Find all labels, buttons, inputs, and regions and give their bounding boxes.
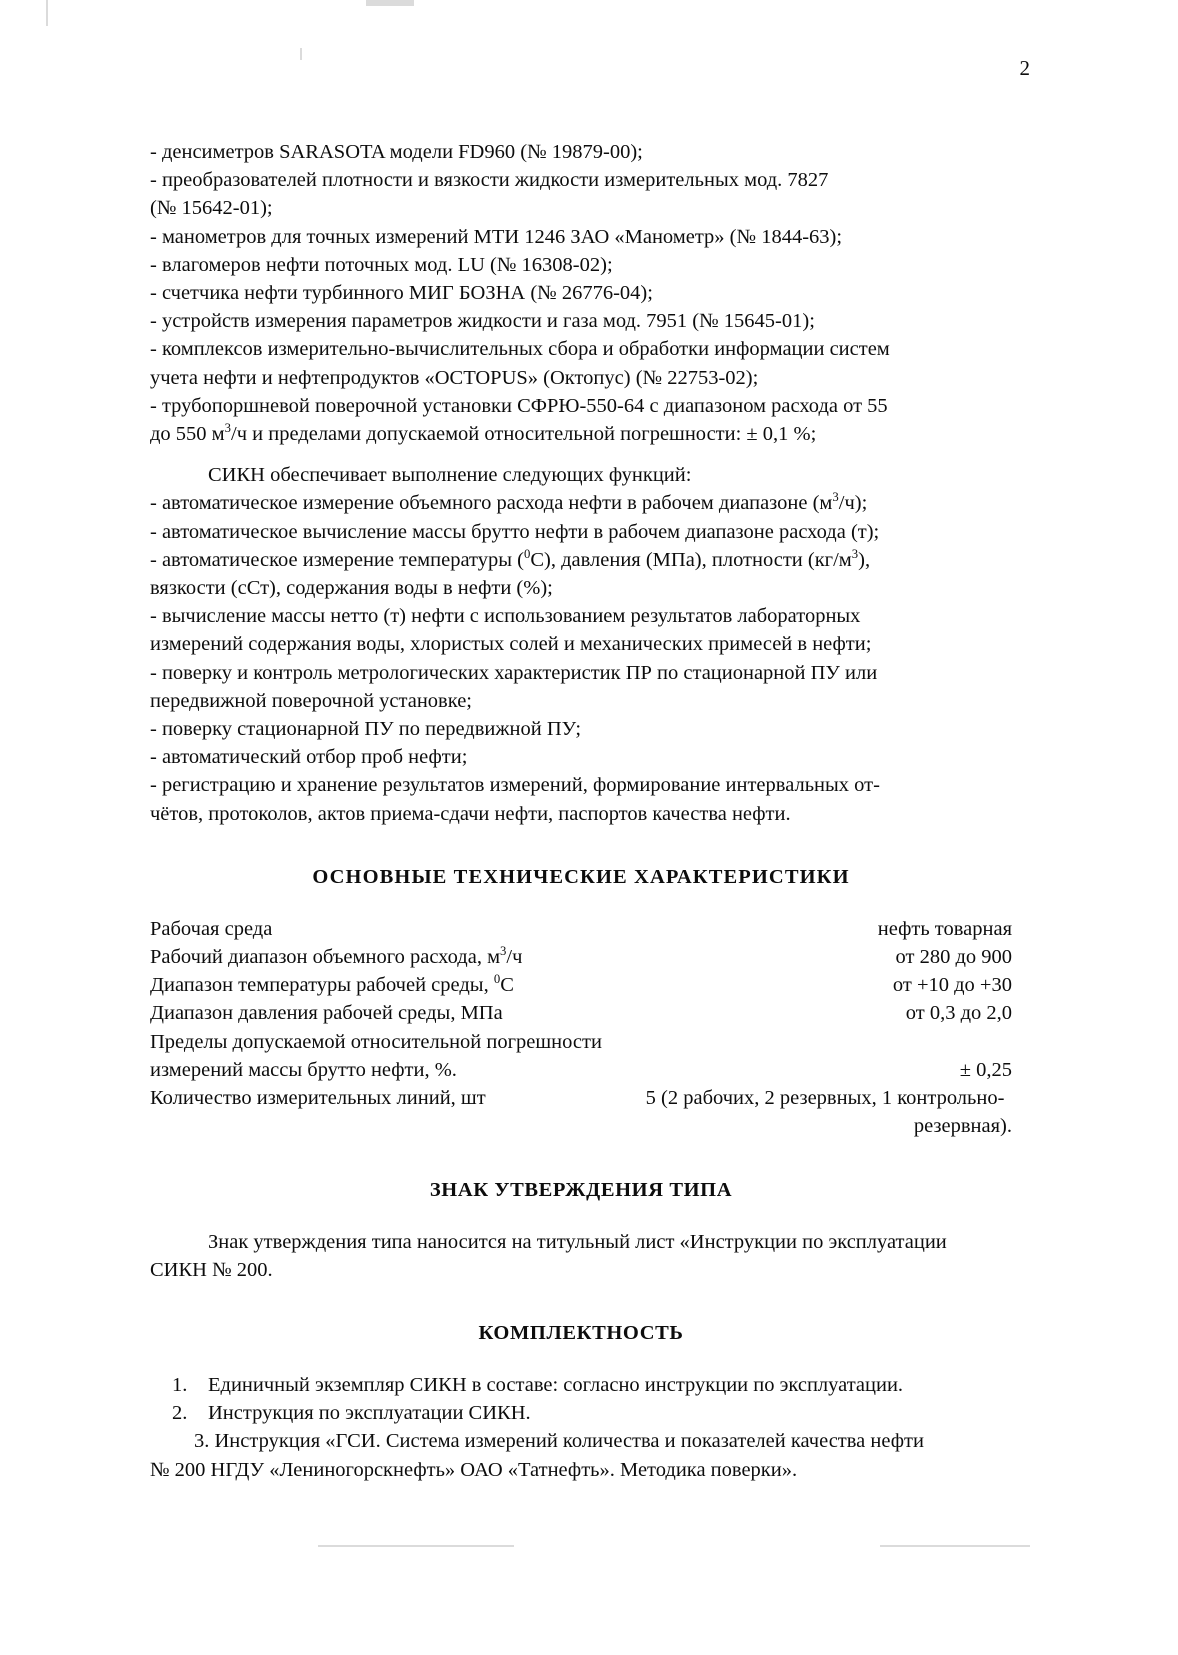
table-row (150, 1112, 1012, 1140)
scan-artifact-top-left (46, 0, 48, 26)
table-row (150, 915, 1012, 943)
equipment-line-complexes: - комплексов измерительно-вычислительных сбора и обработки информации систем (150, 338, 890, 361)
spec-superscript: 0 (493, 972, 501, 987)
list-item-number: 1. (172, 1373, 188, 1396)
equipment-line-piston-unit-cont (150, 420, 1012, 448)
spec-value-tolerance-empty (620, 1028, 1012, 1056)
function-item-verification-cont: передвижной поверочной установке; (150, 689, 472, 712)
spec-value-temperature-range: от +10 до +30 (892, 974, 1012, 997)
scan-artifact-bottom-right (880, 1545, 1030, 1547)
spec-label-measuring-lines: Количество измерительных линий, шт (150, 1087, 486, 1110)
equipment-line-piston-unit: - трубопоршневой поверочной установки СФРЮ-550-64 с диапазоном расхода от 55 (150, 394, 888, 417)
table-row (150, 1056, 1012, 1084)
spec-label-medium-a: Рабочая среда (150, 917, 273, 940)
spec-value-flow-range: от 280 до 900 (895, 946, 1012, 969)
function-item-verification: - поверку и контроль метрологических характеристик ПР по стационарной ПУ или (150, 661, 878, 684)
table-row (150, 1084, 1012, 1112)
degree-superscript: 0 (523, 547, 531, 562)
completeness-item-3-cont: № 200 НГДУ «Лениногорскнефть» ОАО «Татнефть». Методика поверки». (150, 1458, 798, 1481)
function-item-temperature (150, 546, 1012, 574)
completeness-list (150, 1371, 1012, 1456)
spec-superscript: 3 (500, 944, 507, 959)
function-item-registration-cont: чётов, протоколов, актов приема-сдачи нефти, паспортов качества нефти. (150, 802, 791, 825)
cubic-meter-superscript: 3 (832, 490, 839, 505)
spec-label-temperature-range-b: С (500, 974, 514, 997)
list-item-text: Инструкция «ГСИ. Система измерений количества и показателей качества нефти (214, 1430, 924, 1453)
function-item-net-mass-cont: измерений содержания воды, хлористых солей и механических примесей в нефти; (150, 633, 872, 656)
scan-artifact-top-mid (366, 0, 414, 6)
functions-intro: СИКН обеспечивает выполнение следующих функций: (208, 464, 692, 487)
page-number: 2 (1019, 56, 1030, 80)
function-item-sampling: - автоматический отбор проб нефти; (150, 746, 468, 769)
function-item-stationary-pu: - поверку стационарной ПУ по передвижной ПУ; (150, 718, 582, 741)
spec-label-tolerance-line1: Пределы допускаемой относительной погрешности (150, 1030, 602, 1053)
list-item (150, 1371, 1012, 1399)
table-row (150, 971, 1012, 999)
spec-value-pressure-range: от 0,3 до 2,0 (905, 1002, 1012, 1025)
spec-label-medium (150, 915, 620, 943)
spec-label-flow-range-b: /ч (506, 946, 523, 969)
function-item-temperature-cont: вязкости (сСт), содержания воды в нефти (%); (150, 577, 553, 600)
document-body (150, 138, 1012, 1484)
function-item-net-mass: - вычисление массы нетто (т) нефти с использованием результатов лабораторных (150, 605, 861, 628)
equipment-line-manometer: - манометров для точных измерений МТИ 1246 ЗАО «Манометр» (№ 1844-63); (150, 225, 843, 248)
list-item-text: Единичный экземпляр СИКН в составе: согласно инструкции по эксплуатации. (208, 1373, 904, 1396)
list-item (150, 1399, 1012, 1427)
type-approval-heading: ЗНАК УТВЕРЖДЕНИЯ ТИПА (429, 1178, 733, 1201)
equipment-line-density-converter-cont: (№ 15642-01); (150, 197, 273, 220)
spec-label-flow-range-a: Рабочий диапазон объемного расхода, м (150, 946, 501, 969)
spec-label-pressure-range-a: Диапазон давления рабочей среды, МПа (150, 1002, 503, 1025)
specs-table (150, 915, 1012, 1141)
function-temperature-b: С), давления (МПа), плотности (кг/м (530, 548, 852, 571)
list-item-text: Инструкция по эксплуатации СИКН. (208, 1402, 531, 1425)
spec-value-tolerance: ± 0,25 (959, 1058, 1012, 1081)
list-item-number: 2. (172, 1402, 188, 1425)
spec-label-temperature-range-a: Диапазон температуры рабочей среды, (150, 974, 494, 997)
spec-value-measuring-lines: 5 (2 рабочих, 2 резервных, 1 контрольно- (645, 1087, 1005, 1110)
equipment-line-octopus: учета нефти и нефтепродуктов «OCTOPUS» (Октопус) (№ 22753-02); (150, 366, 759, 389)
table-row (150, 999, 1012, 1027)
spec-label-temperature-range (150, 971, 620, 999)
table-row (150, 1028, 1012, 1056)
functions-list (150, 461, 1012, 828)
function-item-gross-mass: - автоматическое вычисление массы брутто нефти в рабочем диапазоне расхода (т); (150, 520, 880, 543)
cubic-meter-superscript: 3 (224, 421, 232, 436)
spec-value-medium: нефть товарная (877, 917, 1012, 940)
table-row (150, 943, 1012, 971)
equipment-list (150, 138, 1012, 448)
spec-label-flow-range (150, 943, 620, 971)
piston-unit-text-a: до 550 м (150, 423, 225, 446)
scan-artifact-left-edge (300, 48, 302, 60)
completeness-heading: КОМПЛЕКТНОСТЬ (478, 1321, 684, 1344)
list-item (150, 1427, 1012, 1455)
function-item-registration: - регистрацию и хранение результатов измерений, формирование интервальных от- (150, 774, 880, 797)
spec-label-pressure-range (150, 999, 620, 1027)
function-volume-flow-a: - автоматическое измерение объемного расхода нефти в рабочем диапазоне (м (150, 492, 833, 515)
equipment-line-turbine-counter: - счетчика нефти турбинного МИГ БОЗНА (№ 26776-04); (150, 282, 653, 305)
spec-label-tolerance-line2: измерений массы брутто нефти, %. (150, 1058, 457, 1081)
function-temperature-c: ), (858, 548, 871, 571)
function-item-volume-flow (150, 489, 1012, 517)
type-approval-text-cont: СИКН № 200. (150, 1258, 273, 1281)
function-volume-flow-b: /ч); (838, 492, 868, 515)
piston-unit-text-b: /ч и пределами допускаемой относительной погрешности: ± 0,1 %; (231, 423, 817, 446)
scan-artifact-bottom-left (318, 1545, 514, 1547)
equipment-line-densimeter: - денсиметров SARASOTA модели FD960 (№ 19879-00); (150, 141, 643, 163)
type-approval-text: Знак утверждения типа наносится на титульный лист «Инструкции по эксплуатации (208, 1230, 947, 1253)
equipment-line-moisture-meter: - влагомеров нефти поточных мод. LU (№ 16308-02); (150, 253, 613, 276)
spec-label-measuring-lines-empty (150, 1112, 620, 1140)
spec-value-measuring-lines-cont: резервная). (913, 1115, 1012, 1138)
equipment-line-flow-device: - устройств измерения параметров жидкости и газа мод. 7951 (№ 15645-01); (150, 310, 815, 333)
cubic-meter-superscript: 3 (851, 547, 859, 562)
equipment-line-density-converter: - преобразователей плотности и вязкости жидкости измерительных мод. 7827 (150, 169, 829, 192)
specs-heading: ОСНОВНЫЕ ТЕХНИЧЕСКИЕ ХАРАКТЕРИСТИКИ (312, 865, 850, 888)
list-item-number: 3. (194, 1430, 210, 1453)
function-temperature-a: - автоматическое измерение температуры ( (150, 548, 524, 571)
